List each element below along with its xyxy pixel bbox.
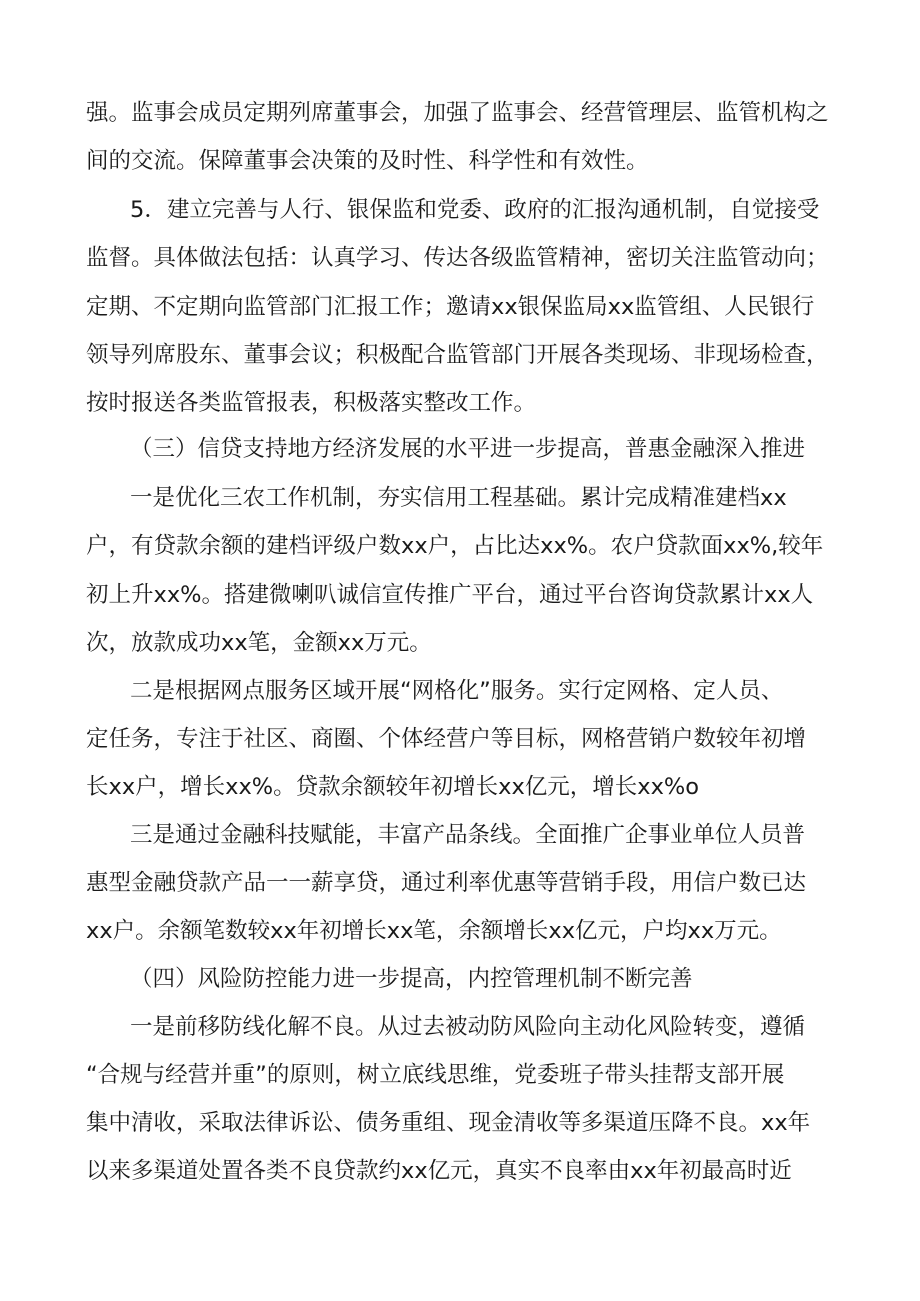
section-heading-3: （三）信贷支持地方经济发展的水平进一步提高，普惠金融深入推进 xyxy=(130,436,806,462)
paragraph-line-21: “合规与经营并重”的原则，树立底线思维，党委班子带头挂帮支部开展 xyxy=(86,1062,785,1088)
section-heading-4: （四）风险防控能力进一步提高，内控管理机制不断完善 xyxy=(130,966,693,992)
paragraph-line-6: 领导列席股东、董事会议；积极配合监管部门开展各类现场、非现场检查， xyxy=(86,342,829,368)
paragraph-line-13: 二是根据网点服务区域开展“网格化”服务。实行定网格、定人员、 xyxy=(130,678,784,704)
paragraph-line-23: 以来多渠道处置各类不良贷款约xx亿元，真实不良率由xx年初最高时近 xyxy=(86,1158,792,1184)
paragraph-line-10: 户，有贷款余额的建档评级户数xx户，占比达xx%。农户贷款面xx%,较年 xyxy=(86,533,824,559)
paragraph-line-3: 5．建立完善与人行、银保监和党委、政府的汇报沟通机制，自觉接受 xyxy=(130,197,820,223)
paragraph-line-12: 次，放款成功xx笔，金额xx万元。 xyxy=(86,630,432,656)
paragraph-line-14: 定任务，专注于社区、商圈、个体经营户等目标，网格营销户数较年初增 xyxy=(86,726,807,752)
paragraph-line-7: 按时报送各类监管报表，积极落实整改工作。 xyxy=(86,390,537,416)
paragraph-line-18: xx户。余额笔数较xx年初增长xx笔，余额增长xx亿元，户均xx万元。 xyxy=(86,918,782,944)
paragraph-line-20: 一是前移防线化解不良。从过去被动防风险向主动化风险转变，遵循 xyxy=(130,1014,806,1040)
paragraph-line-17: 惠型金融贷款产品一一薪享贷，通过利率优惠等营销手段，用信户数已达 xyxy=(86,870,807,896)
paragraph-line-4: 监督。具体做法包括：认真学习、传达各级监管精神，密切关注监管动向； xyxy=(86,245,829,271)
paragraph-line-16: 三是通过金融科技赋能，丰富产品条线。全面推广企事业单位人员普 xyxy=(130,822,806,848)
paragraph-line-11: 初上升xx%。搭建微喇叭诚信宣传推广平台，通过平台咨询贷款累计xx人 xyxy=(86,582,814,608)
paragraph-line-15: 长xx户，增长xx%。贷款余额较年初增长xx亿元，增长xx%o xyxy=(86,774,700,800)
paragraph-line-2: 间的交流。保障董事会决策的及时性、科学性和有效性。 xyxy=(86,148,649,174)
paragraph-line-22: 集中清收，采取法律诉讼、债务重组、现金清收等多渠道压降不良。xx年 xyxy=(86,1110,811,1136)
paragraph-line-1: 强。监事会成员定期列席董事会，加强了监事会、经营管理层、监管机构之 xyxy=(86,100,829,126)
paragraph-line-9: 一是优化三农工作机制，夯实信用工程基础。累计完成精准建档xx xyxy=(130,485,787,511)
paragraph-line-5: 定期、不定期向监管部门汇报工作；邀请xx银保监局xx监管组、人民银行 xyxy=(86,294,815,320)
